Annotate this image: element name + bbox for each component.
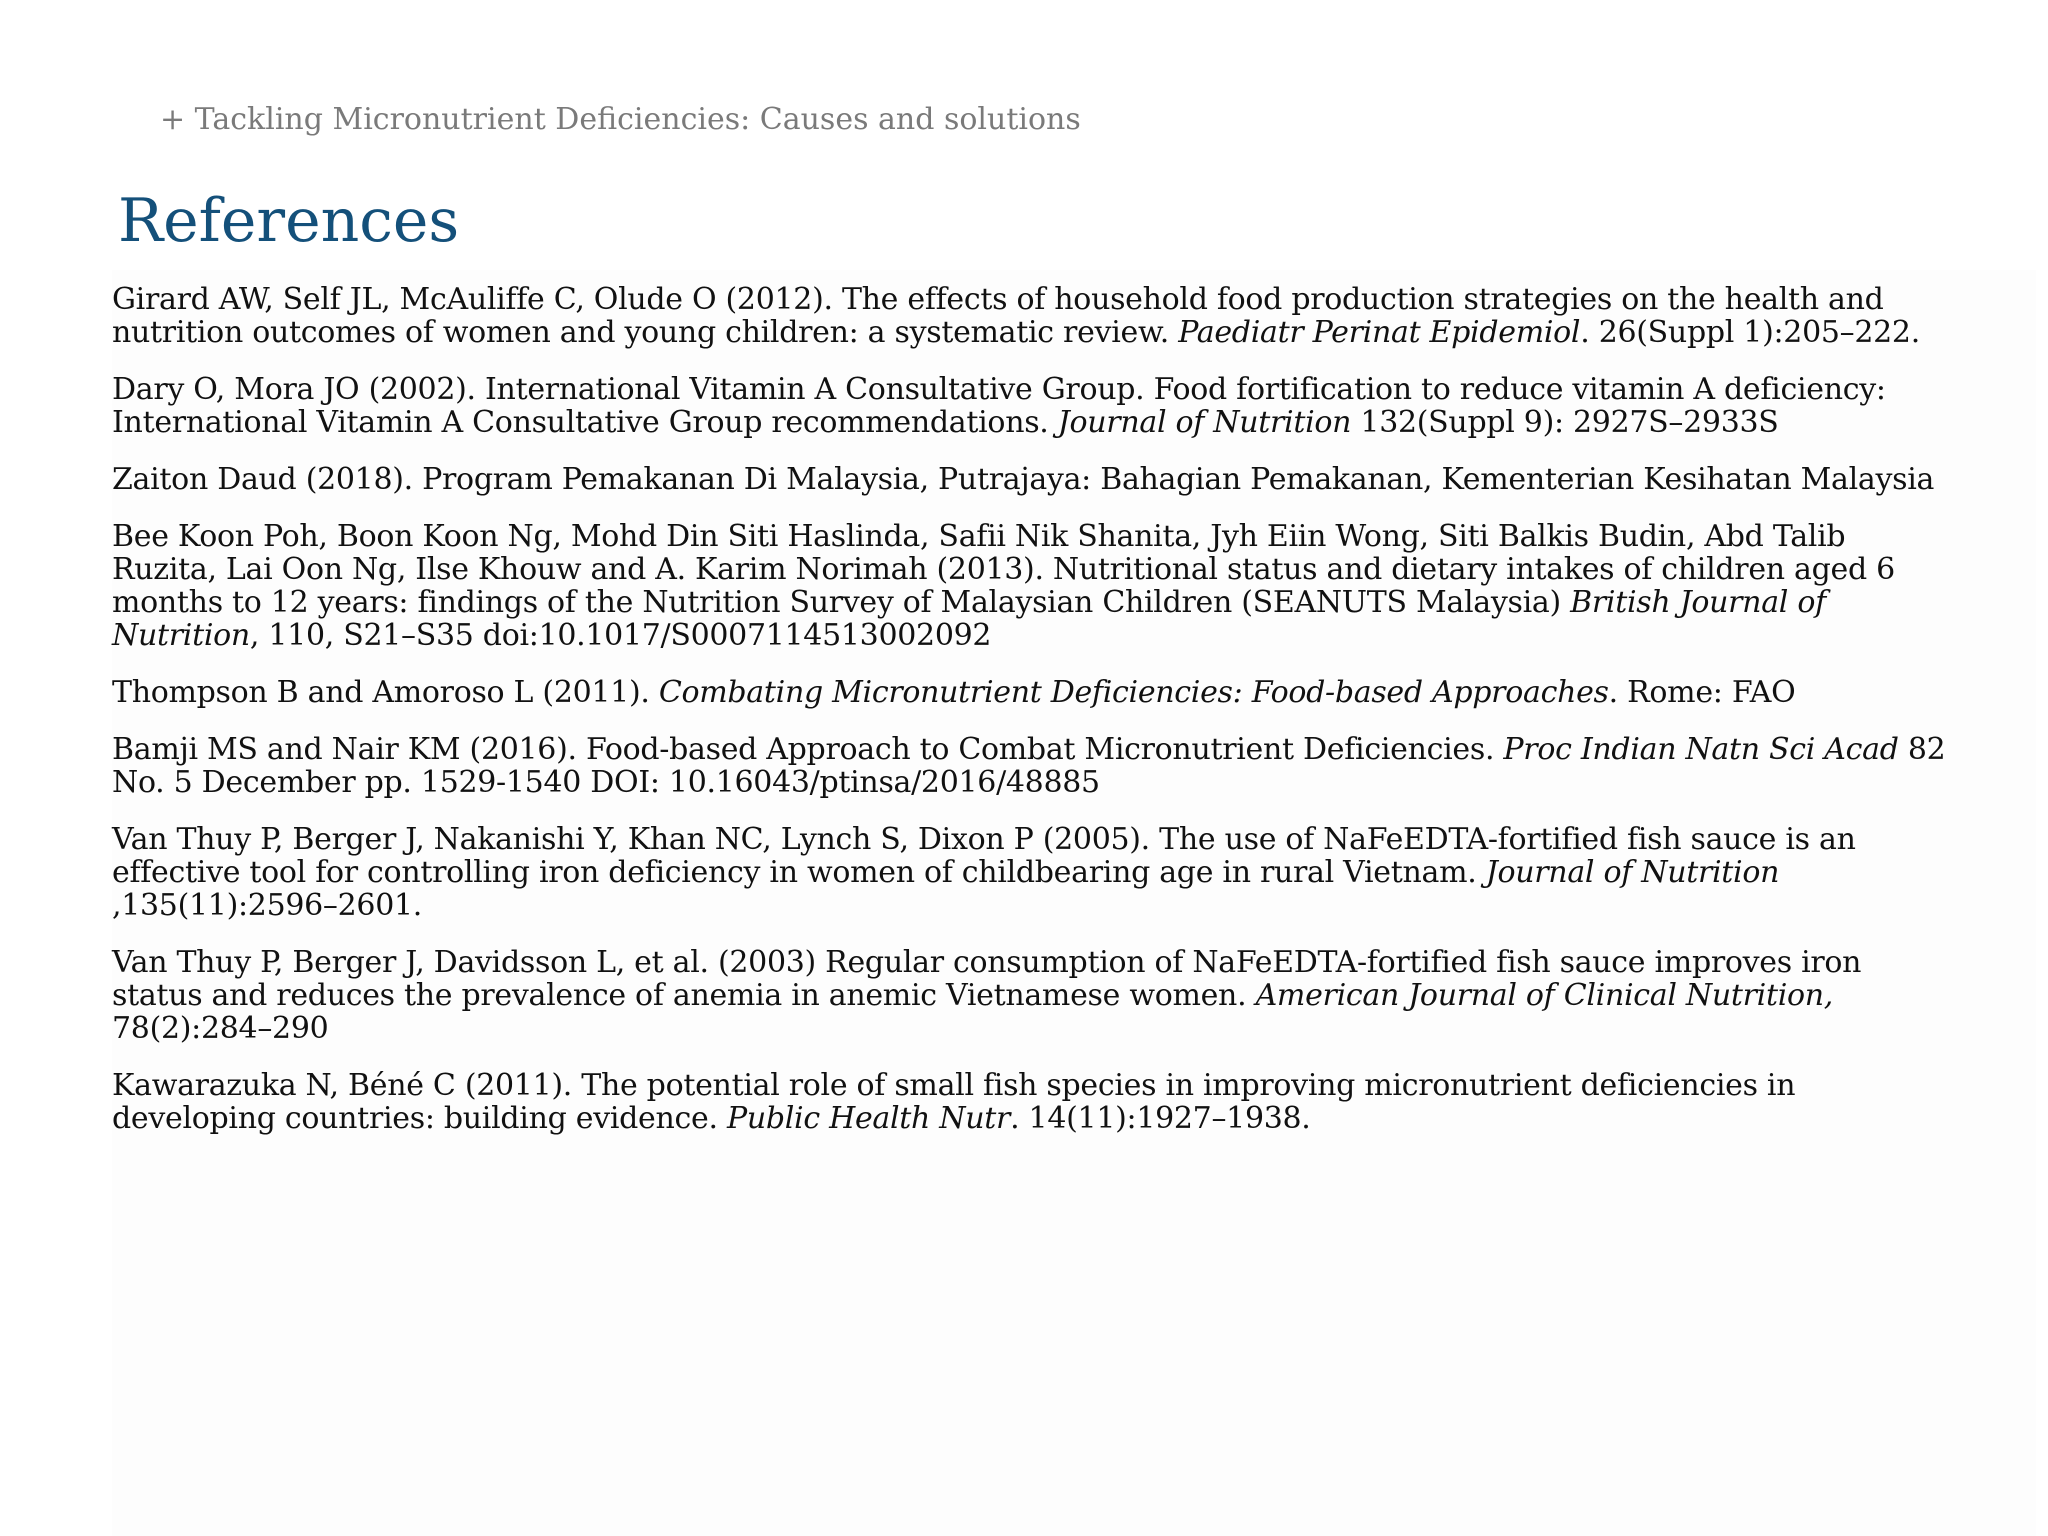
reference-details: 132(Suppl 9): 2927S–2933S <box>1351 405 1779 440</box>
reference-source: British Journal of Nutrition <box>112 585 1826 653</box>
reference-source: Journal of Nutrition <box>1057 405 1352 440</box>
reference-item-4 <box>112 520 1947 652</box>
breadcrumb[interactable]: + Tackling Micronutrient Deficiencies: Causes and solutions <box>160 102 1081 137</box>
reference-item-6 <box>112 733 1947 799</box>
reference-text: Dary O, Mora JO (2002). International Vitamin A Consultative Group. Food fortification to reduce vitamin A deficiency: International Vitamin A Consultative Group recommendations. <box>112 372 1886 440</box>
reference-source: Public Health Nutr <box>726 1101 1011 1136</box>
reference-source: Proc Indian Natn Sci Acad <box>1503 732 1899 767</box>
reference-item-8 <box>112 946 1947 1045</box>
reference-item-2 <box>112 373 1947 439</box>
reference-list <box>112 283 1947 1159</box>
reference-details: . Rome: FAO <box>1608 675 1796 710</box>
reference-item-9 <box>112 1069 1947 1135</box>
reference-source: Journal of Nutrition <box>1485 855 1780 890</box>
reference-details: . 26(Suppl 1):205–222. <box>1580 315 1920 350</box>
reference-item-5 <box>112 676 1947 709</box>
reference-text: Girard AW, Self JL, McAuliffe C, Olude O (2012). The effects of household food production strategies on the health and nutrition outcomes of women and young children: a systematic review. <box>112 282 1884 350</box>
reference-text: Thompson B and Amoroso L (2011). <box>112 675 659 710</box>
reference-source: Paediatr Perinat Epidemiol <box>1178 315 1581 350</box>
reference-text: Zaiton Daud (2018). Program Pemakanan Di Malaysia, Putrajaya: Bahagian Pemakanan, Kementerian Kesihatan Malaysia <box>112 462 1935 497</box>
reference-item-1 <box>112 283 1947 349</box>
reference-source: American Journal of Clinical Nutrition, <box>1255 978 1834 1013</box>
reference-text: Bee Koon Poh, Boon Koon Ng, Mohd Din Siti Haslinda, Safii Nik Shanita, Jyh Eiin Wong, Siti Balkis Budin, Abd Talib Ruzita, Lai Oon Ng, Ilse Khouw and A. Karim Norimah (2013). Nutritional status and dietary intakes of children aged 6 months to 12 years: findings of the Nutrition Survey of Malaysian Children (SEANUTS Malaysia) <box>112 519 1895 620</box>
reference-details: ,135(11):2596–2601. <box>112 888 423 923</box>
reference-details: , 110, S21–S35 doi:10.1017/S0007114513002092 <box>249 618 992 653</box>
reference-text: Van Thuy P, Berger J, Nakanishi Y, Khan NC, Lynch S, Dixon P (2005). The use of NaFeEDTA-fortified fish sauce is an effective tool for controlling iron deficiency in women of childbearing age in rural Vietnam. <box>112 822 1856 890</box>
reference-text: Van Thuy P, Berger J, Davidsson L, et al. (2003) Regular consumption of NaFeEDTA-fortified fish sauce improves iron status and reduces the prevalence of anemia in anemic Vietnamese women. <box>112 945 1862 1013</box>
reference-details: 78(2):284–290 <box>112 1011 329 1046</box>
reference-source: Combating Micronutrient Deficiencies: Food-based Approaches <box>658 675 1609 710</box>
reference-text: Kawarazuka N, Béné C (2011). The potential role of small fish species in improving micronutrient deficiencies in developing countries: building evidence. <box>112 1068 1796 1136</box>
reference-details: 82 No. 5 December pp. 1529-1540 DOI: 10.16043/ptinsa/2016/48885 <box>112 732 1946 800</box>
page-title: References <box>118 186 460 256</box>
reference-text: Bamji MS and Nair KM (2016). Food-based Approach to Combat Micronutrient Deficiencies. <box>112 732 1504 767</box>
reference-item-3 <box>112 463 1947 496</box>
reference-details: . 14(11):1927–1938. <box>1010 1101 1311 1136</box>
reference-item-7 <box>112 823 1947 922</box>
